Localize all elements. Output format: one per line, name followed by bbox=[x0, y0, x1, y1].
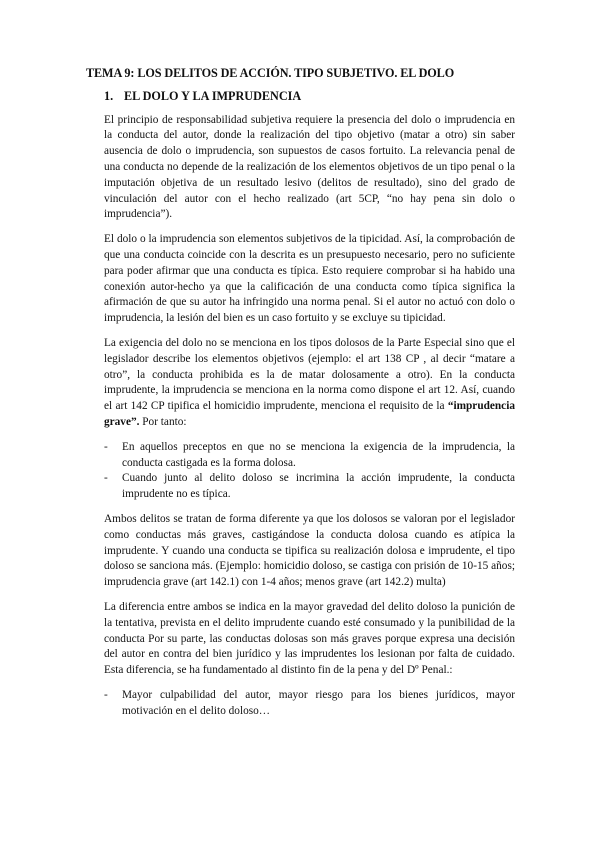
paragraph-3 bbox=[104, 336, 515, 431]
list-item bbox=[104, 471, 515, 503]
list-item-text: En aquellos preceptos en que no se menciona la exigencia de la imprudencia, la conducta castigada es la forma dolosa. bbox=[122, 440, 515, 469]
list-item-text: Mayor culpabilidad del autor, mayor riesgo para los bienes jurídicos, mayor motivación en el delito doloso… bbox=[122, 688, 515, 717]
document-title: TEMA 9: LOS DELITOS DE ACCIÓN. TIPO SUBJETIVO. EL DOLO bbox=[86, 66, 455, 80]
bullet-list-2 bbox=[104, 688, 515, 720]
list-item bbox=[104, 440, 515, 472]
document-body bbox=[86, 66, 515, 728]
list-item-text: Cuando junto al delito doloso se incrimina la acción imprudente, la conducta imprudente no es típica. bbox=[122, 472, 515, 501]
section-heading bbox=[104, 89, 515, 105]
section-heading-text: EL DOLO Y LA IMPRUDENCIA bbox=[124, 88, 302, 103]
section-number: 1. bbox=[104, 88, 114, 103]
paragraph-3-tail: Por tanto: bbox=[139, 415, 187, 428]
paragraph-1: El principio de responsabilidad subjetiva requiere la presencia del dolo o imprudencia en la conducta del autor, donde la realización del tipo objetivo (matar a otro) sin saber ausencia de dolo o imprudencia, son supuestos de casos fortuito. La relevancia penal de una conducta no depende de la realización de los elementos objetivos de un tipo penal o la imputación objetiva de un resultado lesivo (delitos de resultado), sino del grado de vinculación del autor con el hecho realizado (art 5CP, “no hay pena sin dolo o imprudencia”). bbox=[104, 113, 515, 221]
paragraph-5: La diferencia entre ambos se indica en la mayor gravedad del delito doloso la punición de la tentativa, prevista en el delito imprudente cuando esté consumado y la punibilidad de la conducta Por su parte, las conductas dolosas son más graves porque expresa una decisión del autor en contra del bien jurídico y las imprudentes los lesionan por falta de cuidado. Esta diferencia, se ha fundamentado al distinto fin de la pena y del Dº Penal.: bbox=[104, 600, 515, 677]
paragraph-3-text: La exigencia del dolo no se menciona en los tipos dolosos de la Parte Especial sino que el legislador describe los elementos objetivos (ejemplo: el art 138 CP , al decir “matare a otro”, la conducta prohibida es la de matar dolosamente a otro). En la conducta imprudente, la imprudencia se menciona en la norma como dispone el art 12. Así, cuando el art 142 CP tipifica el homicidio imprudente, menciona el requisito de la bbox=[104, 336, 515, 413]
dash-bullet: - bbox=[104, 440, 108, 453]
list-item bbox=[104, 688, 515, 720]
paragraph-4: Ambos delitos se tratan de forma diferente ya que los dolosos se valoran por el legislador como conductas más graves, castigándose la conducta dolosa cuando es atípica la imprudente. Y cuando una conducta se tipifica su realización dolosa e imprudente, el tipo doloso se sanciona más. (Ejemplo: homicidio doloso, se castiga con prisión de 10-15 años; imprudencia grave (art 142.1) con 1-4 años; menos grave (art 142.2) multa) bbox=[104, 512, 515, 589]
bullet-list-1 bbox=[104, 440, 515, 503]
dash-bullet: - bbox=[104, 688, 108, 701]
dash-bullet: - bbox=[104, 472, 108, 485]
paragraph-3-bold: “imprudencia grave”. bbox=[104, 400, 515, 428]
paragraph-2: El dolo o la imprudencia son elementos subjetivos de la tipicidad. Así, la comprobación de que una conducta coincide con la descrita es un presupuesto necesario, pero no suficiente para poder afirmar que una conducta es típica. Esto requiere comprobar si ha habido una conexión autor-hecho ya que la calificación de una conducta como típica significa la afirmación de que su autor ha infringido una norma penal. Si el autor no actuó con dolo o imprudencia, la lesión del bien es un caso fortuito y se excluye su tipicidad. bbox=[104, 233, 515, 325]
